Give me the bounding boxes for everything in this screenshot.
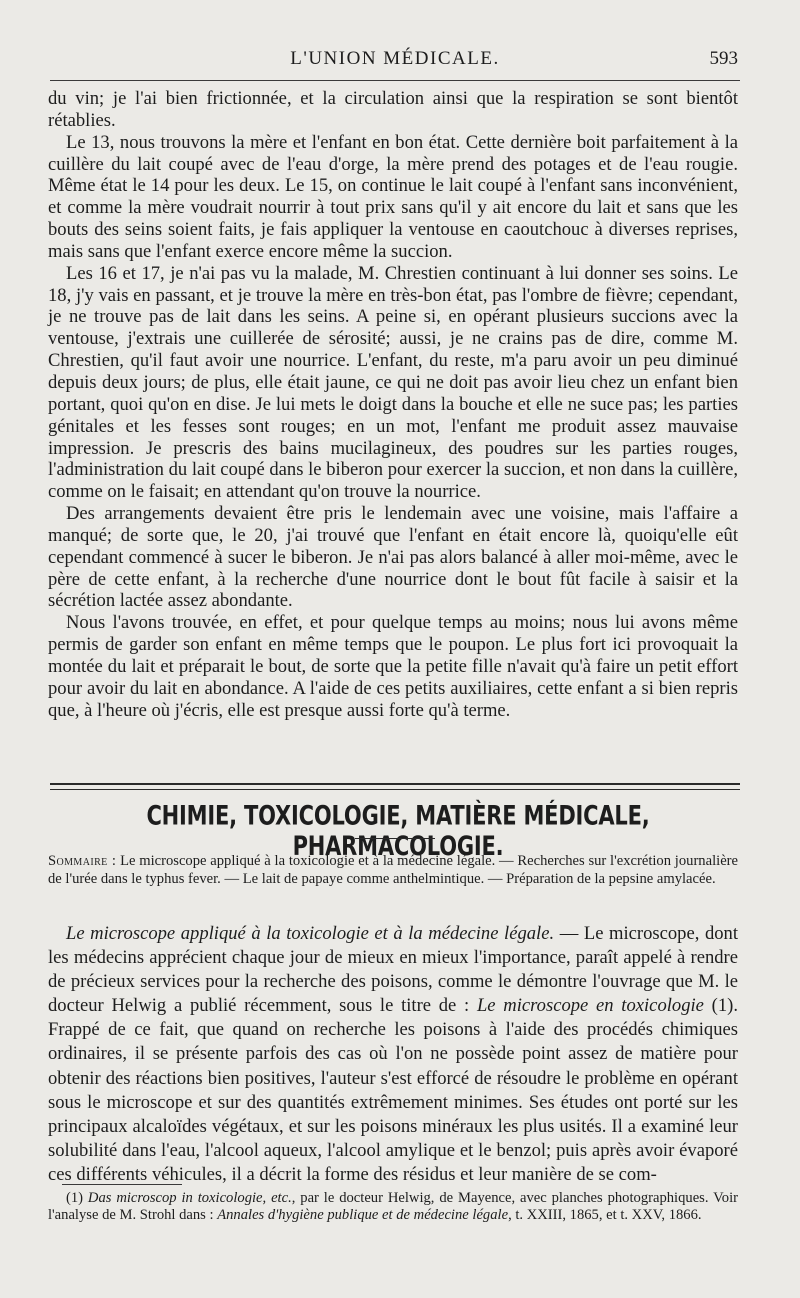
sommaire [48, 852, 738, 888]
footnote [48, 1190, 738, 1225]
article-text-part: (1). Frappé de ce fait, que quand on recherche les poisons à l'aide des procédés chimiques ordinaires, il se présente parfois des cas où l'on ne possède point assez de matière pour obtenir des réactions bien positives, l'auteur s'est efforcé de résoudre le problème en opérant sous le microscope et sur des quantités extrêmement minimes. Ses études ont porté sur les principaux alcaloïdes végétaux, et sur les poisons minéraux les plus usités. Il a examiné leur solubilité dans l'eau, l'alcool aqueux, l'alcool amylique et le benzol; puis après avoir évaporé ces différents véhicules, il a décrit la forme des résidus et leur manière de se com- [48, 995, 738, 1185]
footnote-journal: Annales d'hygiène publique et de médecine légale [217, 1207, 509, 1224]
running-title: L'UNION MÉDICALE. [290, 48, 500, 69]
footnote-text: , t. XXIII, 1865, et t. XXV, 1866. [508, 1207, 702, 1224]
paragraph: Nous l'avons trouvée, en effet, et pour quelque temps au moins; nous lui avons même permis de garder son enfant en même temps que le poupon. Le plus fort ici provoquait la montée du lait et préparait le bout, de sorte que la petite fille n'avait qu'à faire un petit effort pour avoir du lait en abondance. A l'aide de ces petits auxiliaires, cette enfant a si bien repris que, à l'heure où j'écris, elle est presque aussi forte qu'à terme. [48, 612, 738, 721]
book-title: Le microscope en toxicologie [476, 995, 704, 1017]
section-title: CHIMIE, TOXICOLOGIE, MATIÈRE MÉDICALE, PHARMACOLOGIE. [146, 800, 650, 862]
article-text [48, 922, 738, 1187]
article-text-part: — Le microscope, dont les médecins apprécient chaque jour de mieux en mieux l'importance, paraît appelé à rendre de précieux services pour la recherche des poisons, comme le démontre l'ouvrage que M. le docteur Helwig a publié récemment, sous le titre de : [48, 923, 739, 1017]
article-heading: Le microscope appliqué à la toxicologie et à la médecine légale. [66, 923, 555, 944]
sommaire-text: Le microscope appliqué à la toxicologie et à la médecine légale. — Recherches sur l'excrétion journalière de l'urée dans le typhus fever. — Le lait de papaye comme anthelmintique. — Préparation de la pepsine amylacée. [48, 853, 739, 887]
title-underline [355, 838, 435, 839]
header-rule [50, 80, 740, 81]
section-divider [50, 783, 740, 790]
sommaire-label: Sommaire : [48, 853, 117, 869]
page-number: 593 [709, 48, 738, 69]
paragraph: Les 16 et 17, je n'ai pas vu la malade, M. Chrestien continuant à lui donner ses soins. Le 18, j'y vais en passant, et je trouve la mère en très-bon état, pas l'ombre de fièvre; cependant, je ne trouve pas de lait dans les seins. A peine si, en opérant plusieurs succions avec la ventouse, j'extrais une cuillerée de sérosité; aussi, je ne crains pas de dire, comme M. Chrestien, qu'il faut avoir une nourrice. L'enfant, du reste, m'a paru avoir un peu diminué depuis deux jours; de plus, elle était jaune, ce qui ne doit pas avoir lieu chez un enfant bien portant, quoi qu'on en dise. Je lui mets le doigt dans la bouche et elle ne suce pas; les parties génitales et les fesses sont rouges; en un mot, l'enfant me produit assez mauvaise impression. Je prescris des bains mucilagineux, des poudres sur les parties rouges, l'administration du lait coupé dans le biberon pour exercer la succion, et non dans la cuillère, comme on le faisait; en attendant qu'on trouve la nourrice. [48, 262, 738, 503]
paragraph: du vin; je l'ai bien frictionnée, et la circulation ainsi que la respiration se sont bientôt rétablies. [48, 88, 738, 131]
case-report-text [48, 88, 738, 721]
paragraph: Des arrangements devaient être pris le lendemain avec une voisine, mais l'affaire a manqué; de sorte que, le 20, j'ai trouvé que l'enfant en était encore là, quoiqu'elle eût cependant commencé à sucer le biberon. Je n'ai pas alors balancé à aller moi-même, avec le père de cette enfant, à la recherche d'une nourrice dont le bout fût facile à saisir et la sécrétion lactée assez abondante. [48, 503, 738, 612]
footnote-rule [62, 1184, 182, 1185]
paragraph: Le 13, nous trouvons la mère et l'enfant en bon état. Cette dernière boit parfaitement à la cuillère du lait coupé avec de l'eau d'orge, la mère prend des potages et de l'eau rougie. Même état le 14 pour les deux. Le 15, on continue le lait coupé à l'enfant sans inconvénient, et comme la mère voudrait nourrir à tout prix sans qu'il y ait encore du lait et sans que les bouts des seins soient faits, je fais appliquer la ventouse en caoutchouc à diverses reprises, mais sans que l'enfant exerce encore même la succion. [48, 131, 738, 262]
footnote-text: , par le docteur Helwig, de Mayence, avec planches photographiques. Voir l'analyse de M. Strohl dans : [48, 1190, 738, 1224]
footnote-mark: (1) [66, 1190, 84, 1206]
running-head [50, 48, 740, 78]
footnote-title: Das microscop in toxicologie, etc. [87, 1190, 292, 1206]
